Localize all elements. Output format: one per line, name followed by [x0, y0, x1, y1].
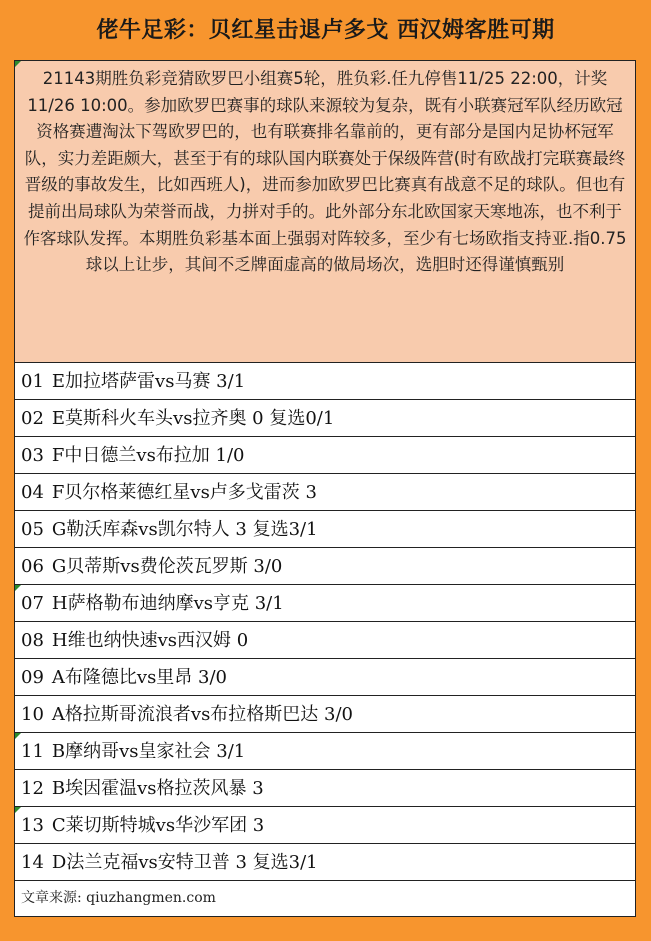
match-text: C莱切斯特城vs华沙军团 3 [51, 815, 265, 836]
match-row-02 [15, 400, 635, 437]
match-row-09 [15, 659, 635, 696]
match-text: A格拉斯哥流浪者vs布拉格斯巴达 3/0 [51, 704, 354, 725]
match-number: 05 [21, 519, 44, 540]
match-number: 14 [21, 852, 44, 873]
match-number: 12 [21, 778, 44, 799]
match-row-11 [15, 733, 635, 770]
match-text: G勒沃库森vs凯尔特人 3 复选3/1 [51, 519, 318, 540]
match-row-07 [15, 585, 635, 622]
match-row-14 [15, 844, 635, 881]
match-text: D法兰克福vs安特卫普 3 复选3/1 [51, 852, 318, 873]
match-text: F中日德兰vs布拉加 1/0 [51, 445, 245, 466]
match-text: B埃因霍温vs格拉茨风暴 3 [51, 778, 264, 799]
cell-corner-marker [15, 61, 21, 67]
match-row-12 [15, 770, 635, 807]
match-text: F贝尔格莱德红星vs卢多戈雷茨 3 [51, 482, 317, 503]
match-row-04 [15, 474, 635, 511]
match-number: 09 [21, 667, 44, 688]
match-row-06 [15, 548, 635, 585]
page-title: 佬牛足彩：贝红星击退卢多戈 西汉姆客胜可期 [96, 18, 555, 43]
match-number: 13 [21, 815, 44, 836]
match-text: H萨格勒布迪纳摩vs亨克 3/1 [51, 593, 284, 614]
match-number: 06 [21, 556, 44, 577]
match-number: 11 [21, 741, 44, 762]
summary-text [15, 61, 635, 363]
content-card [14, 60, 636, 917]
match-row-03 [15, 437, 635, 474]
match-number: 10 [21, 704, 44, 725]
match-row-08 [15, 622, 635, 659]
cell-corner-marker [15, 733, 21, 739]
match-list [15, 363, 635, 881]
article-source: 文章来源: qiuzhangmen.com [21, 890, 216, 906]
match-number: 03 [21, 445, 44, 466]
cell-corner-marker [15, 585, 21, 591]
match-number: 07 [21, 593, 44, 614]
match-number: 08 [21, 630, 44, 651]
match-number: 01 [21, 371, 44, 392]
match-row-05 [15, 511, 635, 548]
match-text: G贝蒂斯vs费伦茨瓦罗斯 3/0 [51, 556, 283, 577]
match-text: H维也纳快速vs西汉姆 0 [51, 630, 249, 651]
match-row-01 [15, 363, 635, 400]
match-text: A布隆德比vs里昂 3/0 [51, 667, 228, 688]
match-row-10 [15, 696, 635, 733]
match-text: E莫斯科火车头vs拉齐奥 0 复选0/1 [51, 408, 335, 429]
match-text: B摩纳哥vs皇家社会 3/1 [51, 741, 246, 762]
match-row-13 [15, 807, 635, 844]
match-text: E加拉塔萨雷vs马赛 3/1 [51, 371, 246, 392]
summary-paragraph: 21143期胜负彩竞猜欧罗巴小组赛5轮，胜负彩.任九停售11/25 22:00，计奖11/26 10:00。参加欧罗巴赛事的球队来源较为复杂，既有小联赛冠军队经历欧冠资格赛遭淘汰下驾欧罗巴的，也有联赛排名靠前的，更有部分是国内足协杯冠军队，实力差距颇大，甚至于有的球队国内联赛处于保级阵营(时有欧战打完联赛最终晋级的事故发生，比如西班人)，进而参加欧罗巴比赛真有战意不足的球队。但也有提前出局球队为荣誉而战，力拼对手的。此外部分东北欧国家天寒地冻，也不利于作客球队发挥。本期胜负彩基本面上强弱对阵较多，至少有七场欧指支持亚.指0.75球以上让步，其间不乏牌面虚高的做局场次，选胆时还得谨慎甄别 [23, 69, 627, 275]
match-number: 04 [21, 482, 44, 503]
match-number: 02 [21, 408, 44, 429]
cell-corner-marker [15, 807, 21, 813]
